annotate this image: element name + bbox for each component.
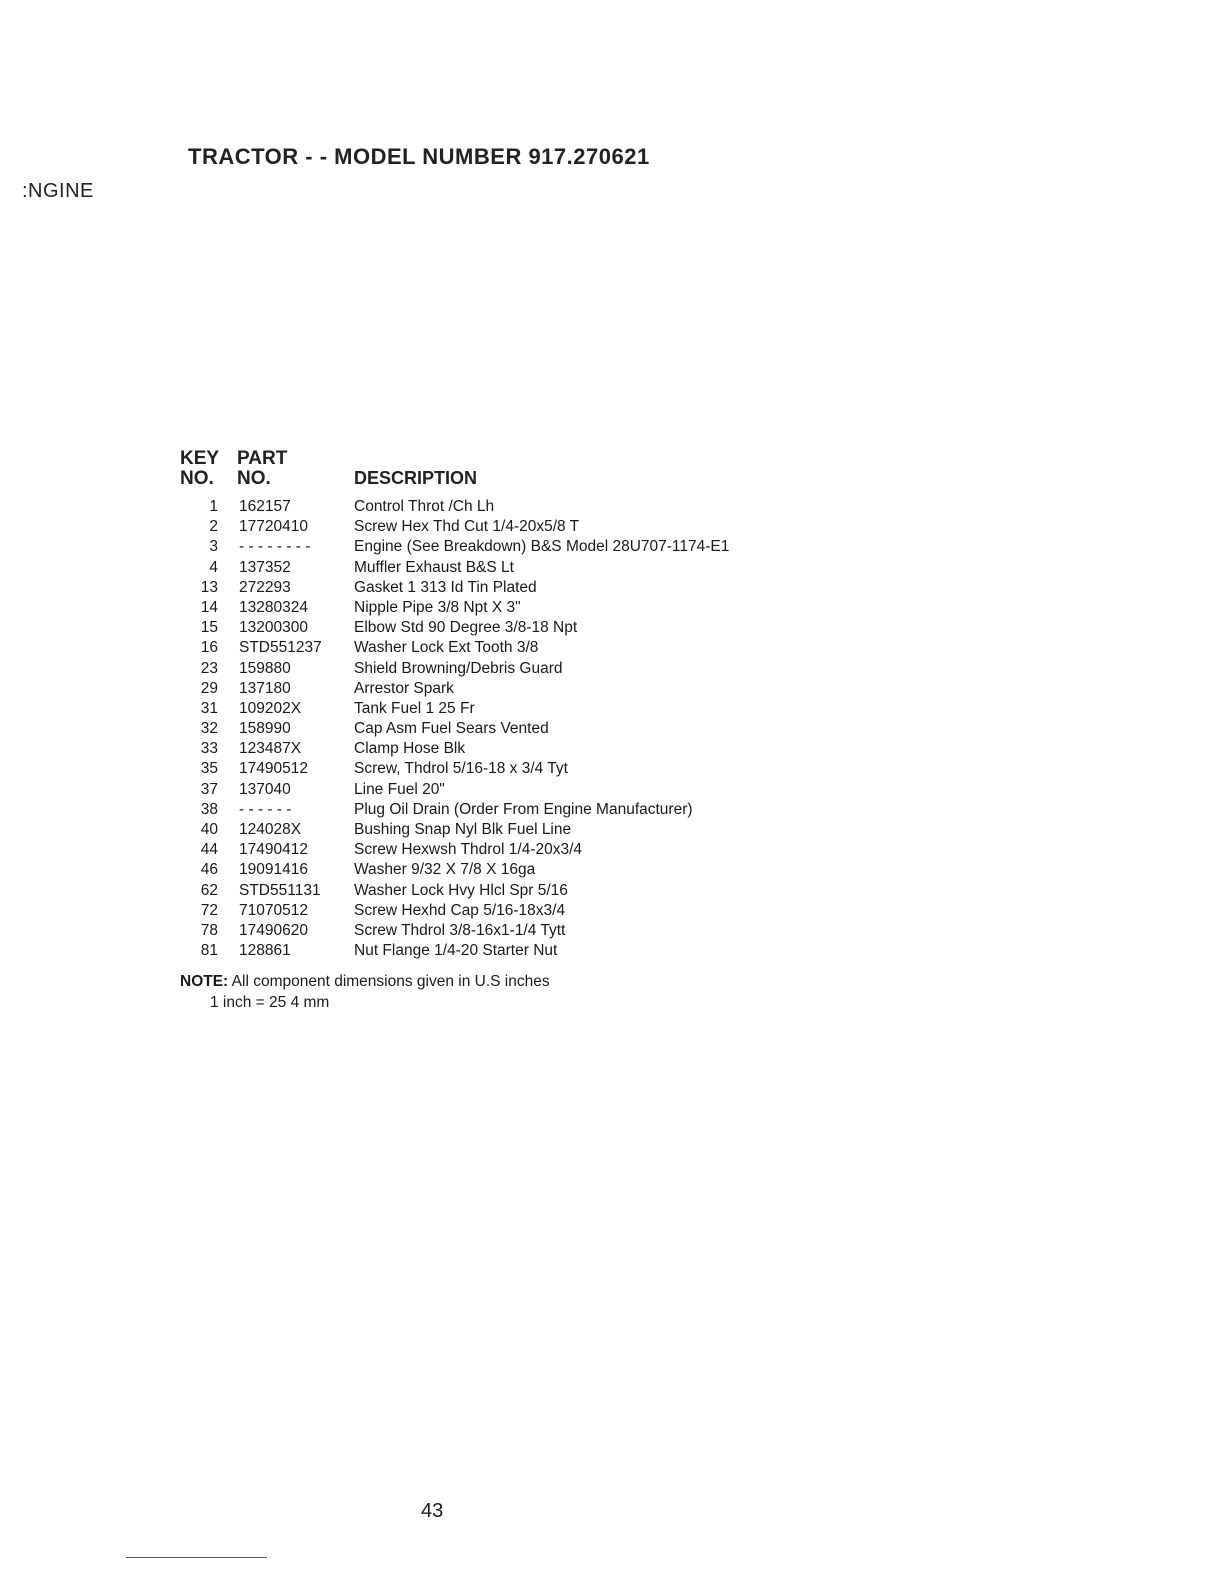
part-number: - - - - - - - -: [239, 538, 311, 556]
key-number: 4: [209, 558, 218, 576]
table-row: [0, 699, 1224, 719]
table-row: [0, 558, 1224, 578]
key-number: 23: [200, 659, 218, 677]
key-number: 14: [200, 598, 218, 616]
part-description: Elbow Std 90 Degree 3/8-18 Npt: [354, 619, 578, 637]
part-description: Bushing Snap Nyl Blk Fuel Line: [354, 821, 572, 838]
table-row: [0, 638, 1224, 658]
part-description: Screw Hexhd Cap 5/16-18x3/4: [354, 901, 566, 919]
key-number: 33: [200, 740, 218, 758]
part-description: Engine (See Breakdown) B&S Model 28U707-1174-E1: [354, 538, 730, 556]
parts-table: [0, 497, 1224, 961]
part-number: 158990: [239, 720, 291, 738]
table-row: [0, 840, 1224, 860]
part-description: Nut Flange 1/4-20 Starter Nut: [354, 942, 558, 960]
part-number: 137040: [239, 780, 291, 798]
part-description: Tank Fuel 1 25 Fr: [354, 699, 475, 717]
key-number: 62: [200, 881, 218, 899]
table-row: [0, 659, 1224, 679]
part-number: 71070512: [239, 901, 308, 919]
section-heading: :NGINE: [22, 180, 94, 202]
table-row: [0, 921, 1224, 941]
table-row: [0, 497, 1224, 517]
part-description: Screw, Thdrol 5/16-18 x 3/4 Tyt: [354, 760, 568, 778]
note-text: All component dimensions given in U.S inches: [228, 973, 550, 990]
part-number: 19091416: [239, 861, 308, 879]
table-row: [0, 578, 1224, 598]
key-number: 16: [200, 639, 218, 657]
part-number: 272293: [239, 578, 291, 596]
part-description: Nipple Pipe 3/8 Npt X 3": [354, 598, 521, 616]
part-number: 17720410: [239, 518, 308, 536]
table-row: [0, 537, 1224, 557]
column-header-key-line2: NO.: [180, 468, 214, 489]
table-row: [0, 517, 1224, 537]
key-number: 38: [200, 800, 218, 818]
part-description: Washer Lock Ext Tooth 3/8: [354, 639, 539, 657]
part-description: Control Throt /Ch Lh: [354, 498, 495, 515]
table-row: [0, 820, 1224, 840]
key-number: 78: [200, 921, 218, 939]
key-number: 44: [200, 841, 218, 859]
part-number: 124028X: [239, 821, 302, 838]
key-number: 40: [200, 821, 218, 838]
part-number: - - - - - -: [239, 800, 292, 818]
key-number: 13: [200, 578, 218, 596]
table-row: [0, 941, 1224, 961]
table-row: [0, 800, 1224, 820]
table-row: [0, 598, 1224, 618]
table-row: [0, 759, 1224, 779]
part-description: Screw Thdrol 3/8-16x1-1/4 Tytt: [354, 921, 566, 939]
part-description: Screw Hex Thd Cut 1/4-20x5/8 T: [354, 518, 580, 536]
column-header-part-line1: PART: [237, 448, 288, 469]
part-description: Washer Lock Hvy Hlcl Spr 5/16: [354, 881, 568, 899]
part-description: Arrestor Spark: [354, 679, 454, 697]
table-row: [0, 719, 1224, 739]
column-header-key-line1: KEY: [180, 448, 220, 469]
part-number: STD551131: [239, 881, 321, 899]
part-description: Cap Asm Fuel Sears Vented: [354, 720, 549, 738]
column-header-part-line2: NO.: [237, 468, 271, 489]
part-number: 17490620: [239, 921, 308, 939]
page-title: TRACTOR - - MODEL NUMBER 917.270621: [188, 144, 650, 169]
part-description: Gasket 1 313 Id Tin Plated: [354, 578, 537, 596]
table-row: [0, 860, 1224, 880]
part-number: 128861: [239, 942, 291, 960]
footer-rule: [126, 1557, 267, 1558]
key-number: 1: [209, 498, 218, 515]
part-description: Plug Oil Drain (Order From Engine Manufacturer): [354, 800, 693, 818]
key-number: 15: [200, 619, 218, 637]
table-row: [0, 881, 1224, 901]
part-number: 137352: [239, 558, 291, 576]
key-number: 29: [200, 679, 218, 697]
part-number: STD551237: [239, 639, 322, 657]
key-number: 72: [200, 901, 218, 919]
table-row: [0, 618, 1224, 638]
part-number: 13280324: [239, 598, 308, 616]
note-conversion: 1 inch = 25 4 mm: [210, 994, 330, 1011]
part-number: 17490412: [239, 841, 308, 859]
note: [180, 973, 550, 991]
part-description: Washer 9/32 X 7/8 X 16ga: [354, 861, 536, 879]
key-number: 2: [209, 518, 218, 536]
part-number: 109202X: [239, 699, 302, 717]
part-number: 13200300: [239, 619, 308, 637]
key-number: 3: [209, 538, 218, 556]
table-row: [0, 679, 1224, 699]
key-number: 35: [200, 760, 218, 778]
page-number: 43: [421, 1500, 444, 1522]
part-description: Muffler Exhaust B&S Lt: [354, 558, 514, 576]
note-label: NOTE:: [180, 973, 229, 990]
part-number: 123487X: [239, 740, 302, 758]
key-number: 46: [200, 861, 218, 879]
table-row: [0, 739, 1224, 759]
table-row: [0, 901, 1224, 921]
part-description: Shield Browning/Debris Guard: [354, 659, 563, 677]
table-row: [0, 780, 1224, 800]
part-description: Clamp Hose Blk: [354, 740, 466, 758]
key-number: 31: [200, 699, 218, 717]
key-number: 37: [200, 780, 218, 798]
part-number: 159880: [239, 659, 291, 677]
part-description: Screw Hexwsh Thdrol 1/4-20x3/4: [354, 841, 583, 859]
part-number: 17490512: [239, 760, 308, 778]
column-header-description: DESCRIPTION: [354, 468, 478, 488]
key-number: 32: [200, 720, 218, 738]
part-description: Line Fuel 20": [354, 780, 445, 798]
part-number: 162157: [239, 498, 291, 515]
part-number: 137180: [239, 679, 291, 697]
key-number: 81: [200, 942, 218, 960]
